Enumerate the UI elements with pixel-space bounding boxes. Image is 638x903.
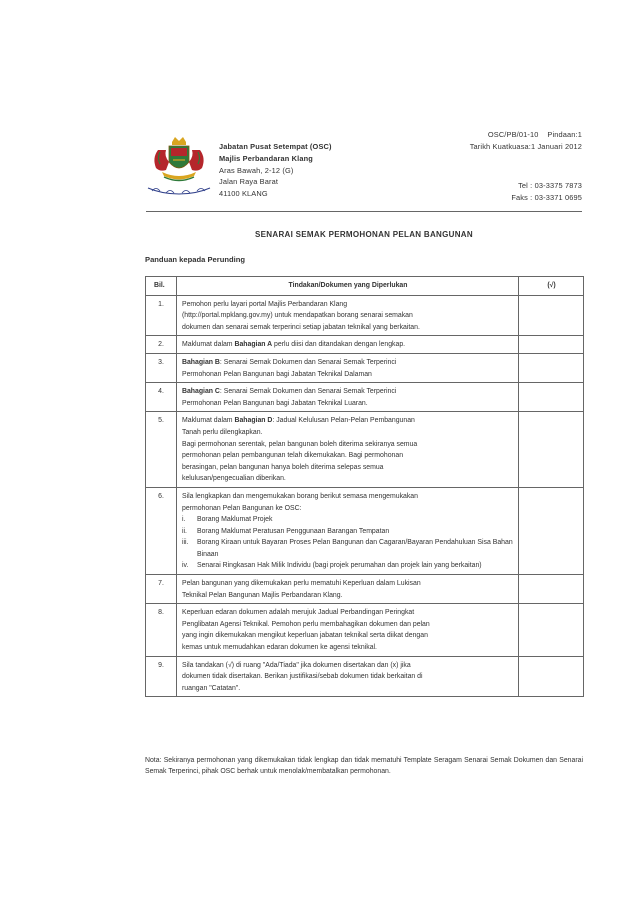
table-row: [146, 412, 584, 488]
footnote: Nota: Sekiranya permohonan yang dikemukakan tidak lengkap dan tidak mematuhi Template Seragam Senarai Semak Dokumen dan Senarai Semak Terperinci, pihak OSC berhak untuk menolak/membatalkan permohonan.: [145, 757, 583, 776]
sub-item: [182, 537, 514, 560]
row-number: 7.: [146, 575, 177, 604]
row-content: [177, 353, 519, 382]
address-line: Jalan Raya Barat: [219, 177, 279, 187]
sub-item-text: Borang Maklumat Projek: [197, 516, 273, 524]
check-cell[interactable]: [519, 412, 584, 488]
row-content: [177, 383, 519, 412]
reference-block: [420, 129, 582, 153]
row-number: 8.: [146, 604, 177, 656]
row-text: : Senarai Semak Dokumen dan Senarai Semak Terperinci: [219, 358, 397, 366]
check-cell[interactable]: [519, 656, 584, 697]
check-cell[interactable]: [519, 383, 584, 412]
row-bold-text: Bahagian B: [182, 358, 220, 366]
row-number: 4.: [146, 383, 177, 412]
fax: Faks : 03-3371 0695: [511, 192, 582, 202]
row-content: [177, 336, 519, 354]
row-content: [177, 656, 519, 697]
council-name: Majlis Perbandaran Klang: [219, 153, 313, 163]
table-row: [146, 353, 584, 382]
sub-item-text: Borang Kiraan untuk Bayaran Proses Pelan Bangunan dan Cagaran/Bayaran Pendahuluan Sisa Bahan Binaan: [197, 539, 513, 558]
council-crest-icon: [142, 136, 216, 200]
row-content: [177, 604, 519, 656]
row-text: Maklumat dalam: [182, 417, 235, 425]
row-line: Teknikal Pelan Bangunan Majlis Perbandaran Klang.: [182, 591, 343, 599]
row-number: 6.: [146, 487, 177, 574]
row-line: Tanah perlu dilengkapkan.: [182, 428, 263, 436]
row-text: : Senarai Semak Dokumen dan Senarai Semak Terperinci: [219, 388, 397, 396]
section-title: Panduan kepada Perunding: [145, 255, 246, 264]
organisation-block: [219, 141, 429, 200]
row-line: permohonan pelan pembangunan telah dikemukakan. Bagi permohonan: [182, 452, 404, 460]
check-cell[interactable]: [519, 295, 584, 336]
address-line: 41100 KLANG: [219, 189, 268, 199]
header-check: (√): [519, 277, 584, 296]
row-number: 1.: [146, 295, 177, 336]
check-cell[interactable]: [519, 353, 584, 382]
sub-item: [182, 526, 514, 538]
reference-number: OSC/PB/01-10: [487, 130, 539, 139]
table-row: [146, 575, 584, 604]
table-row: [146, 604, 584, 656]
table-row: [146, 487, 584, 574]
row-line: yang ingin dikemukakan mengikut keperluan jabatan teknikal serta diikat dengan: [182, 632, 428, 640]
table-row: [146, 336, 584, 354]
row-text: perlu diisi dan ditandakan dengan lengkap.: [272, 341, 406, 349]
table-row: [146, 383, 584, 412]
row-number: 3.: [146, 353, 177, 382]
table-row: [146, 656, 584, 697]
telephone: Tel : 03-3375 7873: [518, 181, 582, 190]
row-line: kemas untuk memudahkan edaran dokumen ke agensi teknikal.: [182, 644, 377, 652]
row-line: Sila tandakan (√) di ruang "Ada/Tiada" jika dokumen disertakan dan (x) jika: [182, 661, 411, 669]
row-line: permohonan Pelan Bangunan ke OSC:: [182, 504, 302, 512]
row-bold-text: Bahagian A: [234, 341, 273, 349]
amendment-number: Pindaan:1: [547, 130, 582, 139]
row-number: 9.: [146, 656, 177, 697]
row-line: dokumen tidak disertakan. Berikan justifikasi/sebab dokumen tidak berkaitan di: [182, 673, 423, 681]
row-line: dokumen dan senarai semak terperinci setiap jabatan teknikal yang berkaitan.: [182, 323, 420, 331]
row-number: 5.: [146, 412, 177, 488]
row-line: Pelan bangunan yang dikemukakan perlu mematuhi Keperluan dalam Lukisan: [182, 580, 421, 588]
row-line: Pemohon perlu layari portal Majlis Perbandaran Klang: [182, 300, 348, 308]
row-line: ruangan "Catatan".: [182, 684, 241, 692]
row-line: Bagi permohonan serentak, pelan bangunan boleh diterima sekiranya semua: [182, 440, 418, 448]
row-line: Penglibatan Agensi Teknikal. Pemohon perlu membahagikan dokumen dan pelan: [182, 620, 430, 628]
sub-item-marker: iv.: [182, 562, 189, 570]
table-row: [146, 295, 584, 336]
sub-item-marker: i.: [182, 516, 186, 524]
contact-block: [430, 180, 582, 204]
row-line: Permohonan Pelan Bangunan bagi Jabatan Teknikal Luaran.: [182, 399, 368, 407]
sub-item: [182, 560, 514, 572]
sub-item-marker: iii.: [182, 539, 189, 547]
row-text: : Jadual Kelulusan Pelan-Pelan Pembangunan: [272, 417, 415, 425]
check-cell[interactable]: [519, 604, 584, 656]
sub-item-text: Senarai Ringkasan Hak Milik Individu (bagi projek perumahan dan projek lain yang berkaitan): [197, 562, 482, 570]
check-cell[interactable]: [519, 336, 584, 354]
row-line: (http://portal.mpklang.gov.my) untuk mendapatkan borang senarai semakan: [182, 312, 413, 320]
header-divider: [146, 211, 582, 212]
sub-item-text: Borang Maklumat Peratusan Penggunaan Barangan Tempatan: [197, 527, 390, 535]
check-cell[interactable]: [519, 575, 584, 604]
row-content: [177, 575, 519, 604]
row-bold-text: Bahagian C: [182, 388, 220, 396]
header-bil: Bil.: [146, 277, 177, 296]
table-header-row: [146, 277, 584, 296]
row-line: kelulusan/pengecualian diberikan.: [182, 475, 286, 483]
row-content: [177, 295, 519, 336]
row-line: Permohonan Pelan Bangunan bagi Jabatan Teknikal Dalaman: [182, 370, 372, 378]
effective-date: Tarikh Kuatkuasa:1 Januari 2012: [469, 141, 582, 151]
sub-item: [182, 514, 514, 526]
org-name: Jabatan Pusat Setempat (OSC): [219, 142, 332, 151]
row-line: Sila lengkapkan dan mengemukakan borang berikut semasa mengemukakan: [182, 492, 418, 500]
row-number: 2.: [146, 336, 177, 354]
header-action: Tindakan/Dokumen yang Diperlukan: [177, 277, 519, 296]
row-text: Maklumat dalam: [182, 341, 235, 349]
row-line: berasingan, pelan bangunan hanya boleh diterima selepas semua: [182, 463, 384, 471]
sub-item-marker: ii.: [182, 527, 187, 535]
address-line: Aras Bawah, 2-12 (G): [219, 165, 294, 175]
row-content: [177, 412, 519, 488]
check-cell[interactable]: [519, 487, 584, 574]
row-line: Keperluan edaran dokumen adalah merujuk Jadual Perbandingan Peringkat: [182, 609, 415, 617]
checklist-table: [145, 276, 584, 697]
document-title: SENARAI SEMAK PERMOHONAN PELAN BANGUNAN: [255, 230, 473, 239]
row-content: [177, 487, 519, 574]
row-bold-text: Bahagian D: [234, 417, 273, 425]
